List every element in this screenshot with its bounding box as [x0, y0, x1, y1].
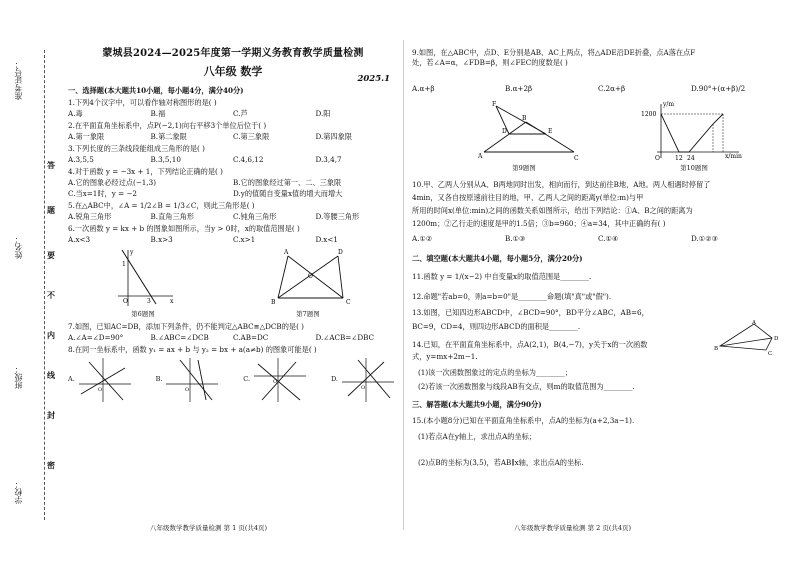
option: C.第三象限 [233, 132, 270, 142]
option: C.①④ [598, 234, 619, 243]
option: D.90°+(α+β)/2 [691, 84, 746, 93]
option-letter: C. [243, 375, 251, 384]
figure-7 [258, 246, 358, 318]
option: B.α+2β [505, 84, 533, 93]
option: A.∠A=∠D=90° [68, 332, 124, 342]
option: C.AB=DC [233, 332, 269, 342]
question-5: 5.在△ABC中，∠A = 1/2∠B = 1/3∠C，则此三角形是( ) [68, 201, 255, 211]
fig10-x-label: x/min [725, 153, 742, 160]
question-4-options-row2 [68, 189, 398, 198]
option-letter: B. [155, 375, 163, 384]
option: B.福 [150, 109, 166, 119]
option: A.第一象限 [68, 132, 105, 142]
option: B.3,5,10 [150, 155, 181, 165]
option: A.锐角三角形 [68, 212, 112, 222]
svg-text:O: O [361, 384, 366, 391]
option: B.x>3 [150, 235, 173, 245]
seal-char: 封 [47, 410, 55, 420]
figure-9-diagram [464, 100, 584, 162]
option-letter: D. [330, 375, 338, 384]
question-4-options-row1 [68, 178, 398, 187]
svg-text:O: O [97, 386, 102, 393]
question-13-line1: 13.如图，已知四边形ABCD中，∠BCD=90°，BD平分∠ABC，AB=6， [412, 308, 649, 317]
svg-text:A: A [478, 153, 483, 160]
svg-text:C: C [768, 351, 773, 356]
question-1: 1.下列4个汉字中，可以看作轴对称图形的是( ) [68, 98, 217, 108]
page-2 [404, 0, 794, 561]
option: C.芦 [233, 109, 248, 119]
option: C.当x=1时，y = −2 [68, 189, 137, 199]
svg-text:O: O [185, 386, 190, 393]
option: A.3,5,5 [68, 155, 94, 165]
question-9-line1: 9.如图，在△ABC中，点D、E分别是AB、AC上两点，将△ADE沿DE折叠，点A落在点F [412, 48, 696, 57]
question-2-options [68, 132, 398, 141]
option: B.∠ABC=∠DCB [150, 332, 209, 342]
figures-6-7 [68, 246, 398, 318]
option: D.∠ACB=∠DBC [315, 332, 375, 342]
svg-text:E: E [548, 128, 553, 135]
question-8-graphs [68, 356, 398, 404]
figure-6-graph [108, 246, 178, 308]
svg-text:C: C [574, 155, 579, 162]
seal-char: 不 [47, 290, 55, 300]
svg-text:D: D [502, 128, 507, 135]
figure-6 [108, 246, 178, 318]
question-13-line2: BC=9，CD=4，则四边形ABCD的面积是________. [412, 322, 581, 331]
q8-graph-c [250, 356, 310, 404]
question-9-line2: 处，若∠A=α，∠FDB=β，则∠FEC的度数是( ) [412, 58, 568, 67]
question-14-part1: (1)该一次函数图象过的定点的坐标为________； [418, 368, 572, 377]
exam-date: 2025.1 [357, 74, 390, 84]
q8-graph-a [75, 356, 135, 404]
option-letter: A. [68, 375, 75, 384]
question-9-options [412, 84, 784, 93]
exam-number-label: 准考证号： [14, 60, 23, 100]
svg-text:B: B [714, 346, 719, 352]
figure-6-caption: 第6题图 [131, 310, 155, 319]
section-heading: 二、填空题(本大题共4小题，每小题5分，满分20分) [412, 254, 583, 263]
question-10-line4: 1200m；②乙行走的速度是甲的1.5倍；③b=960；④a=34，其中正确的有( ) [412, 219, 666, 228]
svg-text:x: x [170, 298, 174, 306]
figure-9 [464, 100, 584, 172]
svg-text:A: A [284, 249, 289, 257]
svg-text:3: 3 [147, 298, 151, 306]
question-15-part2: (2)点B的坐标为(3,5)，若AB∥x轴，求出点A的坐标. [418, 458, 584, 467]
page-2-footer: 八年级数学教学质量检测 第 2 页(共4页) [514, 524, 632, 532]
question-3: 3.下列长度的三条线段能组成三角形的是( ) [68, 144, 205, 154]
svg-text:y: y [130, 249, 134, 257]
question-14-line2: 式，y=mx+2m−1. [412, 352, 478, 361]
seal-char: 题 [47, 205, 55, 215]
svg-text:A: A [752, 320, 756, 326]
section-heading: 一、选择题(本大题共10小题，每小题4分，满分40分) [68, 86, 244, 96]
q8-option-d [331, 356, 398, 404]
option: D.第四象限 [315, 132, 353, 142]
svg-text:1: 1 [122, 261, 126, 269]
question-10-line3: 所用的时间x(单位:min)之间的函数关系如图所示，给出下列结论：①A、B之间的距离为 [412, 206, 693, 215]
svg-text:O: O [123, 298, 128, 306]
figure-7-diagram [258, 246, 358, 308]
svg-text:F: F [492, 101, 497, 108]
page-1-footer: 八年级数学教学质量检测 第 1 页(共4页) [150, 524, 268, 532]
exam-subtitle: 八年级 数学 [203, 64, 263, 78]
figure-9-caption: 第9题图 [512, 164, 536, 173]
question-10-options [412, 234, 784, 243]
option: D.y的值随自变量x值的增大而增大 [233, 189, 343, 199]
option: B.直角三角形 [150, 212, 195, 222]
fig10-y-label: y/m [663, 101, 675, 108]
question-7-options [68, 333, 398, 342]
question-15-part1: (1)若点A在y轴上，求出点A的坐标； [418, 432, 537, 441]
option: A.①② [412, 234, 433, 243]
question-10-line1: 10.甲、乙两人分别从A、B两地同时出发，相向而行，到达前往B地，A地。两人相遇时停留了 [412, 180, 711, 189]
figure-10 [639, 100, 749, 172]
option: C.4,6,12 [233, 155, 264, 165]
svg-text:B: B [271, 299, 276, 307]
svg-text:D: D [338, 249, 343, 257]
question-12: 12.命题"若ab=0，则a=b=0"是________命题(填"真"或"假"). [412, 292, 612, 301]
option: D.x<1 [315, 235, 338, 245]
fig10-x-tick: 24 [687, 155, 695, 162]
class-label: 班级： [14, 365, 23, 389]
seal-line [44, 50, 45, 520]
option: B.第二象限 [150, 132, 187, 142]
fig10-y-tick: 1200 [641, 111, 657, 118]
seal-char: 答 [47, 160, 55, 170]
svg-text:B: B [522, 115, 527, 122]
option: D.①②③ [691, 234, 719, 243]
option: A.它的图象必经过点(−1,3) [68, 178, 157, 188]
exam-title: 蒙城县2024—2025年度第一学期义务教育教学质量检测 [102, 48, 364, 59]
page-1-content [68, 48, 398, 404]
question-11: 11.函数 y = 1/(x−2) 中自变量x的取值范围是________. [412, 272, 592, 281]
question-10-line2: 4min，又各自按原速前往目的地，甲、乙两人之间的距离y(单位:m)与甲 [412, 193, 644, 202]
seal-char: 内 [47, 330, 55, 340]
question-14-line1: 14.已知，在平面直角坐标系中，点A(2,1)，B(4,−7)，y关于x的一次函数 [412, 340, 648, 349]
question-5-options [68, 212, 398, 221]
question-2: 2.在平面直角坐标系中，点P(−2,1)向右平移3个单位后位于( ) [68, 121, 267, 131]
question-14-part2: (2)若该一次函数图象与线段AB有交点，则m的取值范围为________. [418, 382, 635, 391]
option: A.毒 [68, 109, 83, 119]
question-8: 8.在同一坐标系中，函数 y₁ = ax + b 与 y₂ = bx + a(a≠b) 的图象可能是( ) [68, 344, 317, 354]
option: B.①③ [505, 234, 526, 243]
option: C.2α+β [598, 84, 626, 93]
option: A.α+β [412, 84, 435, 93]
q8-option-b [156, 356, 223, 404]
q8-graph-d [338, 356, 398, 404]
question-15: 15.(本小题8分)已知在平面直角坐标系中，点A的坐标为(a+2,3a−1). [412, 416, 635, 425]
figure-13-diagram [714, 320, 784, 356]
seal-char: 要 [47, 250, 55, 260]
question-6: 6.一次函数 y = kx + b 的图象如图所示，当y > 0时，x的取值范围是( ) [68, 224, 300, 234]
question-6-options [68, 235, 398, 244]
option: A.x<3 [68, 235, 91, 245]
svg-text:O: O [308, 273, 313, 281]
svg-text:C: C [346, 299, 351, 307]
section-heading: 三、解答题(本大题共9小题，满分90分) [412, 400, 542, 409]
option: D.3,4,7 [315, 155, 342, 165]
question-3-options [68, 155, 398, 164]
fig10-x-tick: 12 [675, 155, 683, 162]
question-4: 4.对于函数 y = −3x + 1，下列结论正确的是( ) [68, 167, 223, 177]
binding-strip [0, 40, 64, 530]
question-1-options [68, 109, 398, 118]
school-label: 学校： [14, 480, 23, 504]
q8-graph-b [162, 356, 222, 404]
figure-10-caption: 第10题图 [680, 164, 708, 173]
seal-char: 密 [47, 460, 55, 470]
fig10-origin: O [655, 155, 660, 162]
svg-text:O: O [273, 378, 278, 385]
option: B.它的图象经过第一、二、三象限 [233, 178, 342, 188]
q8-option-a [68, 356, 135, 404]
svg-text:D: D [774, 336, 779, 342]
figure-10-graph [639, 100, 749, 162]
option: D.阳 [315, 109, 331, 119]
seal-char: 线 [47, 370, 55, 380]
option: C.x>1 [233, 235, 256, 245]
q8-option-c [243, 356, 310, 404]
question-7: 7.如图，已知AC=DB，添加下列条件，仍不能判定△ABC≌△DCB的是( ) [68, 321, 304, 331]
option: D.等腰三角形 [315, 212, 360, 222]
option: C.钝角三角形 [233, 212, 277, 222]
name-label: 姓名： [14, 235, 23, 259]
figure-7-caption: 第7题图 [296, 310, 320, 319]
